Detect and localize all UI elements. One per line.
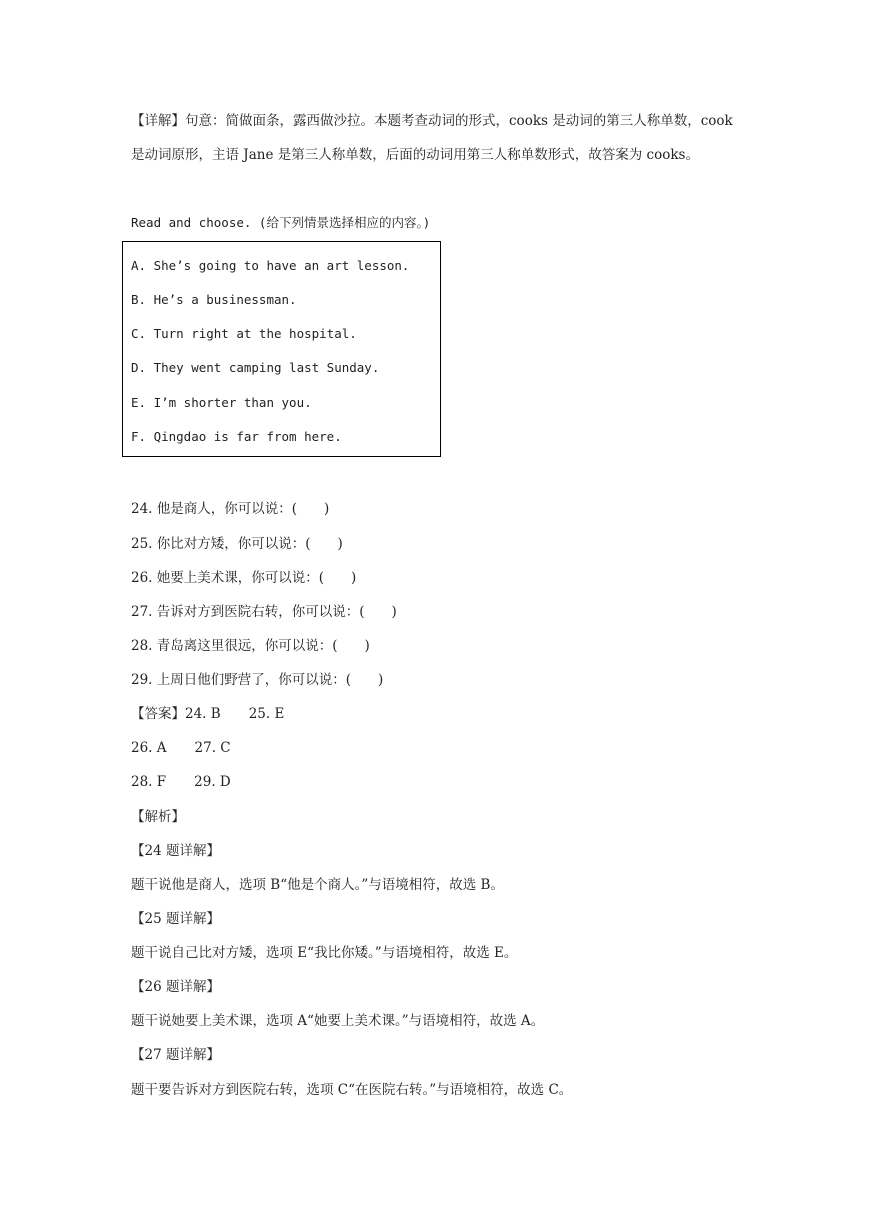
answer-24: 【答案】24. B [131, 706, 221, 722]
detail-24-heading: 【24 题详解】 [131, 843, 220, 859]
answer-line-2 [131, 739, 231, 757]
answer-28: 28. F [131, 774, 167, 790]
question-26: 26. 她要上美术课，你可以说：( ) [131, 570, 357, 586]
answer-line-1 [131, 705, 284, 723]
detail-24-text: 题干说他是商人，选项 B“他是个商人。”与语境相符，故选 B。 [131, 877, 504, 893]
question-28: 28. 青岛离这里很远，你可以说：( ) [131, 638, 370, 654]
answer-25: 25. E [248, 706, 285, 722]
answer-29: 29. D [194, 774, 231, 790]
answer-line-3 [131, 773, 231, 791]
option-a: A. She’s going to have an art lesson. [131, 258, 410, 273]
detail-25-text: 题干说自己比对方矮，选项 E“我比你矮。”与语境相符，故选 E。 [131, 945, 518, 961]
answer-27: 27. C [194, 740, 231, 756]
answer-26: 26. A [131, 740, 167, 756]
detail-27-text: 题干要告诉对方到医院右转，选项 C“在医院右转。”与语境相符，故选 C。 [131, 1082, 573, 1098]
options-box [122, 241, 441, 457]
section-title: Read and choose. (给下列情景选择相应的内容。) [131, 215, 431, 230]
question-25: 25. 你比对方矮，你可以说：( ) [131, 536, 343, 552]
question-29: 29. 上周日他们野营了，你可以说：( ) [131, 672, 384, 688]
option-e: E. I’m shorter than you. [131, 395, 312, 410]
analysis-heading: 【解析】 [131, 809, 185, 825]
option-c: C. Turn right at the hospital. [131, 326, 357, 341]
detail-26-heading: 【26 题详解】 [131, 979, 220, 995]
detail-25-heading: 【25 题详解】 [131, 911, 220, 927]
option-f: F. Qingdao is far from here. [131, 429, 342, 444]
question-27: 27. 告诉对方到医院右转，你可以说：( ) [131, 604, 397, 620]
option-b: B. He’s a businessman. [131, 292, 297, 307]
explanation-paragraph: 【详解】句意：简做面条，露西做沙拉。本题考查动词的形式，cooks 是动词的第三人称单数，cook 是动词原形，主语 Jane 是第三人称单数，后面的动词用第三人称单数形式，故答案为 cooks。 [131, 113, 733, 163]
detail-27-heading: 【27 题详解】 [131, 1047, 220, 1063]
option-d: D. They went camping last Sunday. [131, 360, 380, 375]
detail-26-text: 题干说她要上美术课，选项 A“她要上美术课。”与语境相符，故选 A。 [131, 1013, 545, 1029]
question-24: 24. 他是商人，你可以说：( ) [131, 501, 330, 517]
